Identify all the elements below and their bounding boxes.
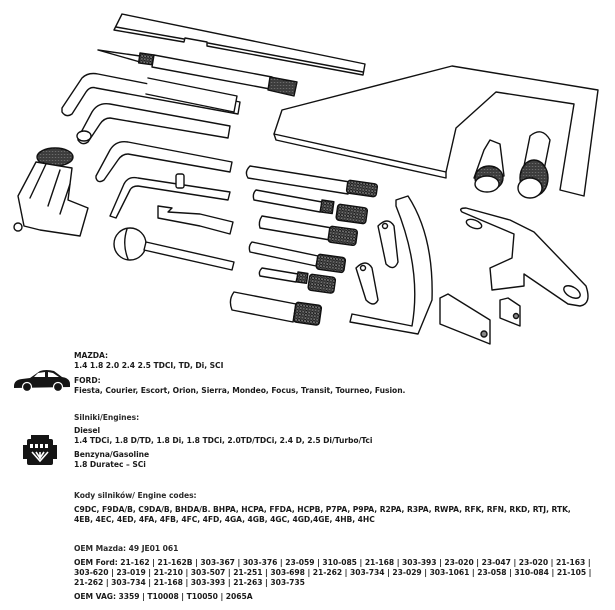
camshaft-alignment-bracket bbox=[461, 208, 588, 306]
ford-models: Fiesta, Courier, Escort, Orion, Sierra, Mondeo, Focus, Transit, Tourneo, Fusion. bbox=[74, 386, 406, 395]
gasoline-engine-list: 1.8 Duratec – SCi bbox=[74, 460, 146, 469]
gasoline-label: Benzyna/Gasoline bbox=[74, 450, 150, 459]
allen-key-medium bbox=[77, 104, 230, 144]
allen-key-small bbox=[96, 142, 232, 182]
oem-ford-line-3: 21-262 | 303-734 | 21-168 | 303-393 | 21-263 | 303-735 bbox=[74, 578, 305, 587]
knurled-cap-2 bbox=[518, 132, 550, 198]
engine-codes-line-2: 4EB, 4EC, 4ED, 4FA, 4FB, 4FC, 4FD, 4GA, 4GB, 4GC, 4GD,4GE, 4HB, 4HC bbox=[74, 515, 375, 524]
guide-block-small bbox=[500, 298, 520, 326]
mazda-label: MAZDA: bbox=[74, 351, 108, 360]
locking-pin-6 bbox=[230, 292, 321, 325]
ball-head-pin bbox=[114, 228, 234, 270]
car-icon bbox=[12, 366, 72, 394]
locking-pin-5 bbox=[259, 268, 335, 293]
diesel-label: Diesel bbox=[74, 426, 101, 435]
teardrop-plate-1 bbox=[378, 221, 398, 268]
tensioner-locking-tool bbox=[14, 148, 88, 236]
engine-codes-line-1: C9DC, F9DA/B, C9DA/B, BHDA/B. BHPA, HCPA, FFDA, HCPB, P7PA, P9PA, R2PA, R3PA, RWPA, RFK, RFN, RKD, RTJ, RTK, bbox=[74, 505, 571, 514]
fork-wrench bbox=[158, 206, 233, 234]
engines-heading: Silniki/Engines: bbox=[74, 413, 140, 422]
flywheel-locking-plate bbox=[274, 66, 598, 196]
bent-key-with-collar bbox=[110, 174, 230, 218]
oem-vag: OEM VAG: 3359 | T10008 | T10050 | 2065A bbox=[74, 592, 253, 601]
oem-ford-line-2: 303-620 | 23-019 | 21-210 | 303-507 | 21-251 | 303-698 | 21-262 | 303-734 | 23-029 | 303-1061 | 23-058 | 310-084 | 21-105 | bbox=[74, 568, 592, 577]
knurled-cap-1 bbox=[474, 140, 504, 192]
mazda-models: 1.4 1.8 2.0 2.4 2.5 TDCI, TD, Di, SCI bbox=[74, 361, 224, 370]
engine-codes-heading: Kody silników/ Engine codes: bbox=[74, 491, 197, 500]
guide-block-large bbox=[440, 294, 490, 344]
ford-label: FORD: bbox=[74, 376, 101, 385]
engine-icon bbox=[22, 433, 58, 469]
diesel-engine-list: 1.4 TDCi, 1.8 D/TD, 1.8 Di, 1.8 TDCi, 2.0TD/TDCi, 2.4 D, 2.5 Di/Turbo/Tci bbox=[74, 436, 373, 445]
allen-key-large bbox=[62, 74, 240, 116]
teardrop-plate-2 bbox=[356, 263, 378, 304]
oem-ford-line-1: OEM Ford: 21-162 | 21-162B | 303-367 | 303-376 | 23-059 | 310-085 | 21-168 | 303-393 | 23-020 | 23-047 | 23-020 | 21-163 | bbox=[74, 558, 591, 567]
oem-mazda: OEM Mazda: 49 JE01 061 bbox=[74, 544, 179, 553]
